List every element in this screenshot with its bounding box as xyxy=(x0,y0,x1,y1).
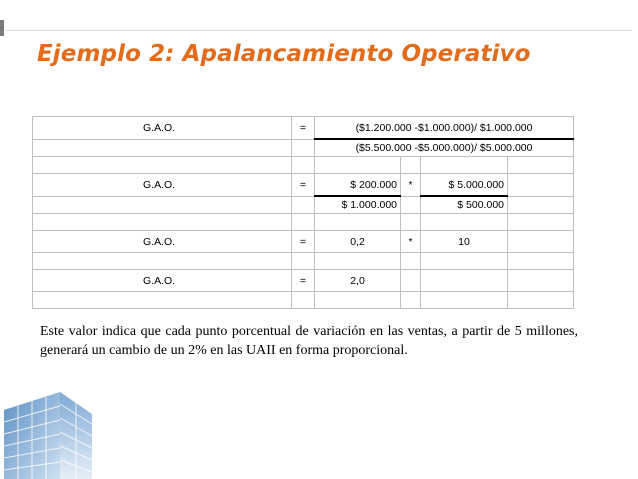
empty-cell xyxy=(292,157,315,174)
table-row xyxy=(33,292,574,309)
empty-cell xyxy=(33,139,292,157)
table-row xyxy=(33,157,574,174)
top-divider xyxy=(6,30,632,31)
equals-sign: = xyxy=(292,117,315,140)
multiply-sign: * xyxy=(401,231,421,253)
empty-cell xyxy=(508,231,574,253)
empty-cell xyxy=(421,253,508,270)
multiply-sign: * xyxy=(401,174,421,197)
empty-cell xyxy=(33,292,292,309)
base-operating-profit: $ 1.000.000 xyxy=(315,196,401,214)
empty-cell xyxy=(508,174,574,197)
table-row xyxy=(33,174,574,197)
operating-profit-change: $ 200.000 xyxy=(315,174,401,197)
table-row xyxy=(33,214,574,231)
building-icon xyxy=(0,388,96,479)
table-row xyxy=(33,253,574,270)
table-row xyxy=(33,117,574,140)
empty-cell xyxy=(508,196,574,214)
empty-cell xyxy=(292,196,315,214)
gao-calculation-table xyxy=(32,116,574,309)
empty-cell xyxy=(292,253,315,270)
empty-cell xyxy=(292,139,315,157)
gao-label: G.A.O. xyxy=(33,231,292,253)
equals-sign: = xyxy=(292,231,315,253)
empty-cell xyxy=(33,253,292,270)
empty-cell xyxy=(33,214,292,231)
gao-label: G.A.O. xyxy=(33,174,292,197)
empty-cell xyxy=(292,214,315,231)
empty-cell xyxy=(315,214,401,231)
empty-cell xyxy=(401,253,421,270)
explanation-text: Este valor indica que cada punto porcentual de variación en las ventas, a partir de 5 millones, generará un cambio de un 2% en las UAII en forma proporcional. xyxy=(40,324,578,358)
empty-cell xyxy=(508,157,574,174)
empty-cell xyxy=(401,270,421,292)
profit-ratio: 0,2 xyxy=(315,231,401,253)
empty-cell xyxy=(401,292,421,309)
empty-cell xyxy=(315,253,401,270)
table-row xyxy=(33,139,574,157)
empty-cell xyxy=(33,196,292,214)
empty-cell xyxy=(292,292,315,309)
empty-cell xyxy=(421,157,508,174)
empty-cell xyxy=(315,157,401,174)
gao-result: 2,0 xyxy=(315,270,401,292)
table-row xyxy=(33,231,574,253)
empty-cell xyxy=(401,196,421,214)
empty-cell xyxy=(401,214,421,231)
empty-cell xyxy=(508,214,574,231)
empty-cell xyxy=(421,292,508,309)
empty-cell xyxy=(508,292,574,309)
table-row xyxy=(33,196,574,214)
empty-cell xyxy=(33,157,292,174)
left-accent-bar xyxy=(0,20,4,36)
formula-numerator: ($1.200.000 -$1.000.000)/ $1.000.000 xyxy=(315,117,574,140)
equals-sign: = xyxy=(292,270,315,292)
sales-change: $ 500.000 xyxy=(421,196,508,214)
empty-cell xyxy=(315,292,401,309)
gao-label: G.A.O. xyxy=(33,270,292,292)
equals-sign: = xyxy=(292,174,315,197)
empty-cell xyxy=(421,270,508,292)
gao-label: G.A.O. xyxy=(33,117,292,140)
formula-denominator: ($5.500.000 -$5.000.000)/ $5.000.000 xyxy=(315,139,574,157)
empty-cell xyxy=(421,214,508,231)
table-row xyxy=(33,270,574,292)
empty-cell xyxy=(508,270,574,292)
slide-title: Ejemplo 2: Apalancamiento Operativo xyxy=(37,41,531,67)
base-sales: $ 5.000.000 xyxy=(421,174,508,197)
empty-cell xyxy=(401,157,421,174)
empty-cell xyxy=(508,253,574,270)
sales-ratio: 10 xyxy=(421,231,508,253)
